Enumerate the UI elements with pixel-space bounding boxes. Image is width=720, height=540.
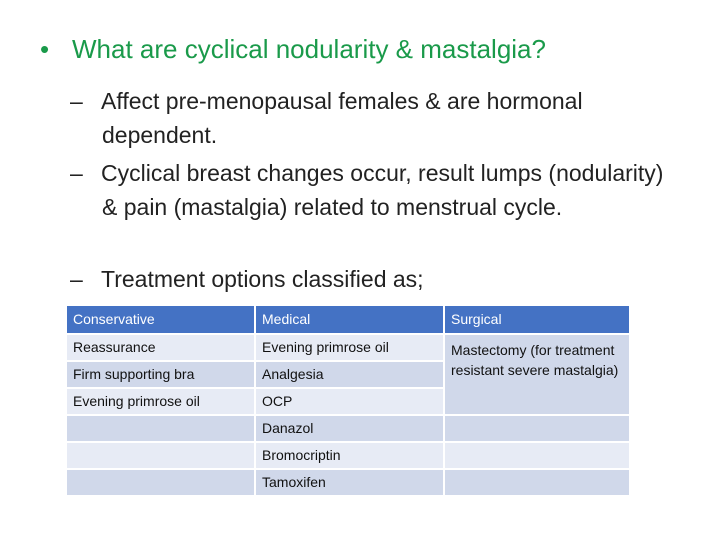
subpoint-text: Cyclical breast changes occur, result lumps (nodularity) & pain (mastalgia) related to menstrual cycle. bbox=[101, 160, 664, 220]
header-surgical: Surgical bbox=[444, 305, 630, 334]
table-cell: Tamoxifen bbox=[255, 469, 444, 496]
table-cell-empty bbox=[444, 469, 630, 496]
table-cell-empty bbox=[444, 442, 630, 469]
question-heading: What are cyclical nodularity & mastalgia? bbox=[72, 34, 546, 64]
header-medical: Medical bbox=[255, 305, 444, 334]
table-cell-empty bbox=[66, 442, 255, 469]
subpoint-hormonal bbox=[70, 84, 670, 152]
dash: – bbox=[70, 160, 83, 186]
table-row bbox=[66, 442, 630, 469]
table-cell: Evening primrose oil bbox=[66, 388, 255, 415]
table-cell: Analgesia bbox=[255, 361, 444, 388]
subpoint-text: Affect pre-menopausal females & are hormonal dependent. bbox=[101, 88, 583, 148]
table-cell-empty bbox=[66, 469, 255, 496]
surgical-cell: Mastectomy (for treatment resistant severe mastalgia) bbox=[444, 334, 630, 415]
table-cell: Firm supporting bra bbox=[66, 361, 255, 388]
bullet-dot: • bbox=[40, 34, 50, 64]
table-row bbox=[66, 469, 630, 496]
subpoint-changes bbox=[70, 156, 670, 224]
table-cell: OCP bbox=[255, 388, 444, 415]
table-row bbox=[66, 415, 630, 442]
table-cell: Reassurance bbox=[66, 334, 255, 361]
table-cell: Evening primrose oil bbox=[255, 334, 444, 361]
dash: – bbox=[70, 88, 83, 114]
dash: – bbox=[70, 266, 83, 292]
table-cell: Bromocriptin bbox=[255, 442, 444, 469]
subpoint-treatment bbox=[70, 262, 670, 296]
table-row bbox=[66, 334, 630, 361]
header-conservative: Conservative bbox=[66, 305, 255, 334]
treatment-table bbox=[65, 304, 631, 497]
table-header-row bbox=[66, 305, 630, 334]
table-cell: Danazol bbox=[255, 415, 444, 442]
table-cell-empty bbox=[66, 415, 255, 442]
table-cell-empty bbox=[444, 415, 630, 442]
subpoint-text: Treatment options classified as; bbox=[101, 266, 424, 292]
